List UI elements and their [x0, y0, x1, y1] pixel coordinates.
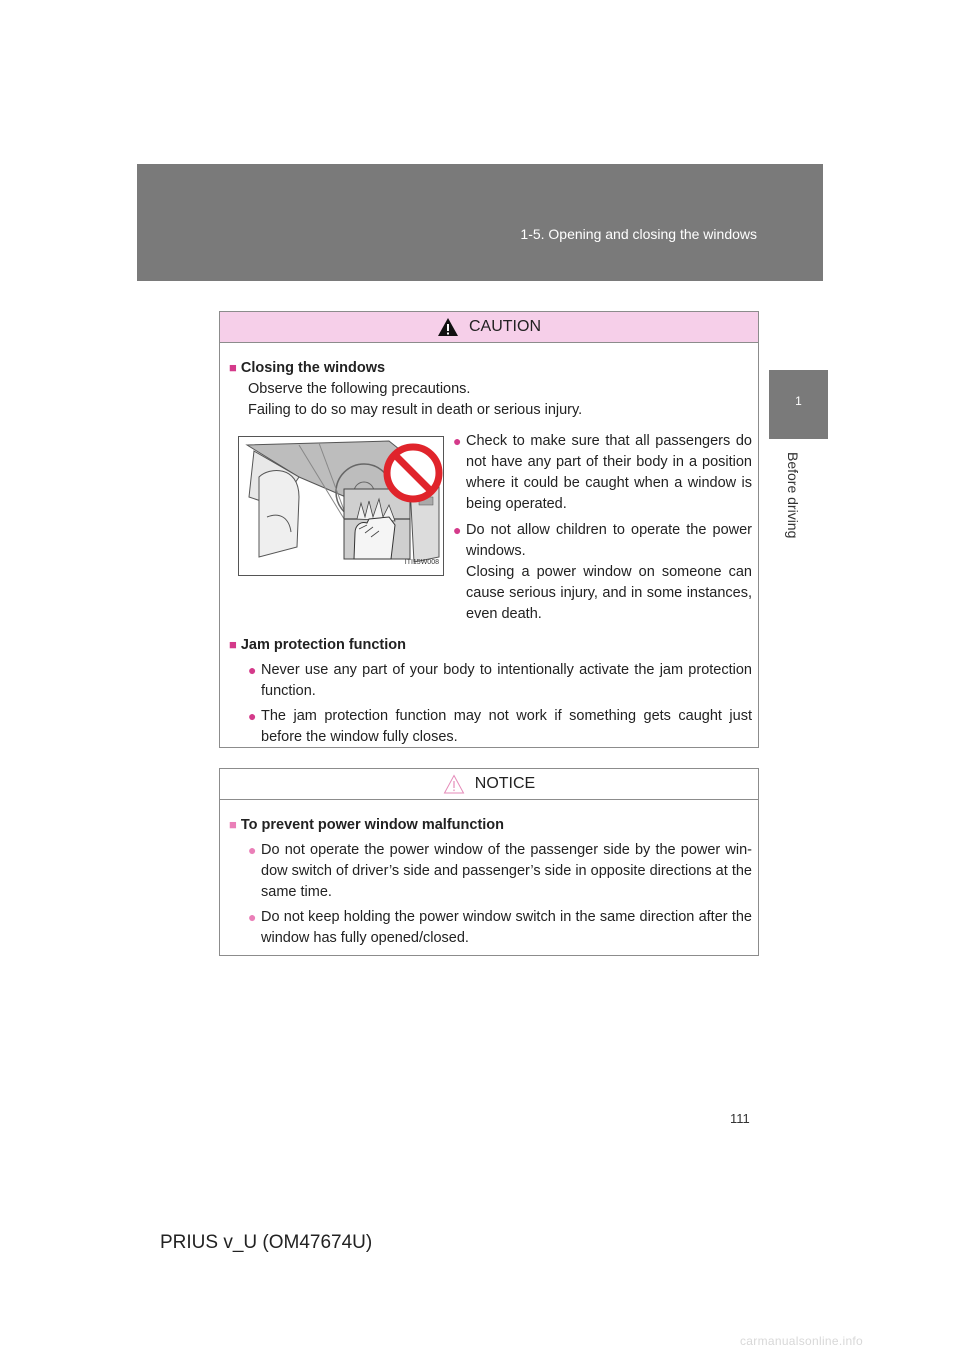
chapter-tab	[769, 370, 828, 439]
chapter-label: Before driving	[785, 452, 801, 539]
bullet-icon: ●	[453, 522, 462, 538]
list-item: ● The jam protection function may not work if something gets caught just before the window fully closes.	[229, 706, 752, 748]
watermark: carmanualsonline.info	[740, 1334, 864, 1348]
bullet-icon: ●	[248, 842, 257, 858]
chapter-number: 1	[795, 394, 802, 408]
caution-header	[220, 312, 758, 343]
illustration-hand-caught-window	[238, 436, 444, 576]
intro-line-2: Failing to do so may result in death or serious injury.	[248, 402, 583, 418]
list-item: ● Do not keep holding the power window switch in the same direction after the window has fully opened/closed.	[229, 907, 752, 949]
square-bullet-icon: ■	[229, 817, 237, 832]
malfunction-heading: ■ To prevent power window malfunction	[229, 814, 752, 836]
list-item: ● Check to make sure that all passengers do not have any part of their body in a position where it could be caught when a window is being operated.	[453, 431, 752, 515]
caution-box	[219, 311, 759, 748]
warning-icon	[437, 317, 459, 337]
list-item: ● Do not operate the power window of the passenger side by the power win-dow switch of driver’s side and passenger’s side in opposite directions at the same time.	[229, 840, 752, 903]
warning-outline-icon	[443, 774, 465, 794]
intro-line-1: Observe the following precautions.	[248, 381, 471, 397]
bullet-icon: ●	[248, 909, 257, 925]
page-number: 111	[730, 1111, 750, 1126]
square-bullet-icon: ■	[229, 637, 237, 652]
notice-title: NOTICE	[474, 775, 536, 792]
square-bullet-icon: ■	[229, 360, 237, 375]
header-band	[137, 164, 823, 281]
bullet-icon: ●	[453, 433, 462, 449]
list-item: ● Do not allow children to operate the power windows. Closing a power window on someone can cause serious injury, and in some instances, even death.	[453, 520, 752, 625]
list-item: ● Never use any part of your body to intentionally activate the jam protection function.	[229, 660, 752, 702]
figure-code: ITI15W008	[404, 559, 439, 566]
caution-title: CAUTION	[469, 318, 541, 335]
bullet-icon: ●	[248, 708, 257, 724]
bullet-icon: ●	[248, 662, 257, 678]
closing-windows-heading: ■ Closing the windows	[229, 357, 752, 379]
jam-protection-heading: ■ Jam protection function	[229, 634, 752, 656]
notice-header	[220, 769, 758, 800]
section-title: 1-5. Opening and closing the windows	[520, 226, 757, 242]
notice-box	[219, 768, 759, 956]
model-code: PRIUS v_U (OM47674U)	[160, 1232, 373, 1253]
